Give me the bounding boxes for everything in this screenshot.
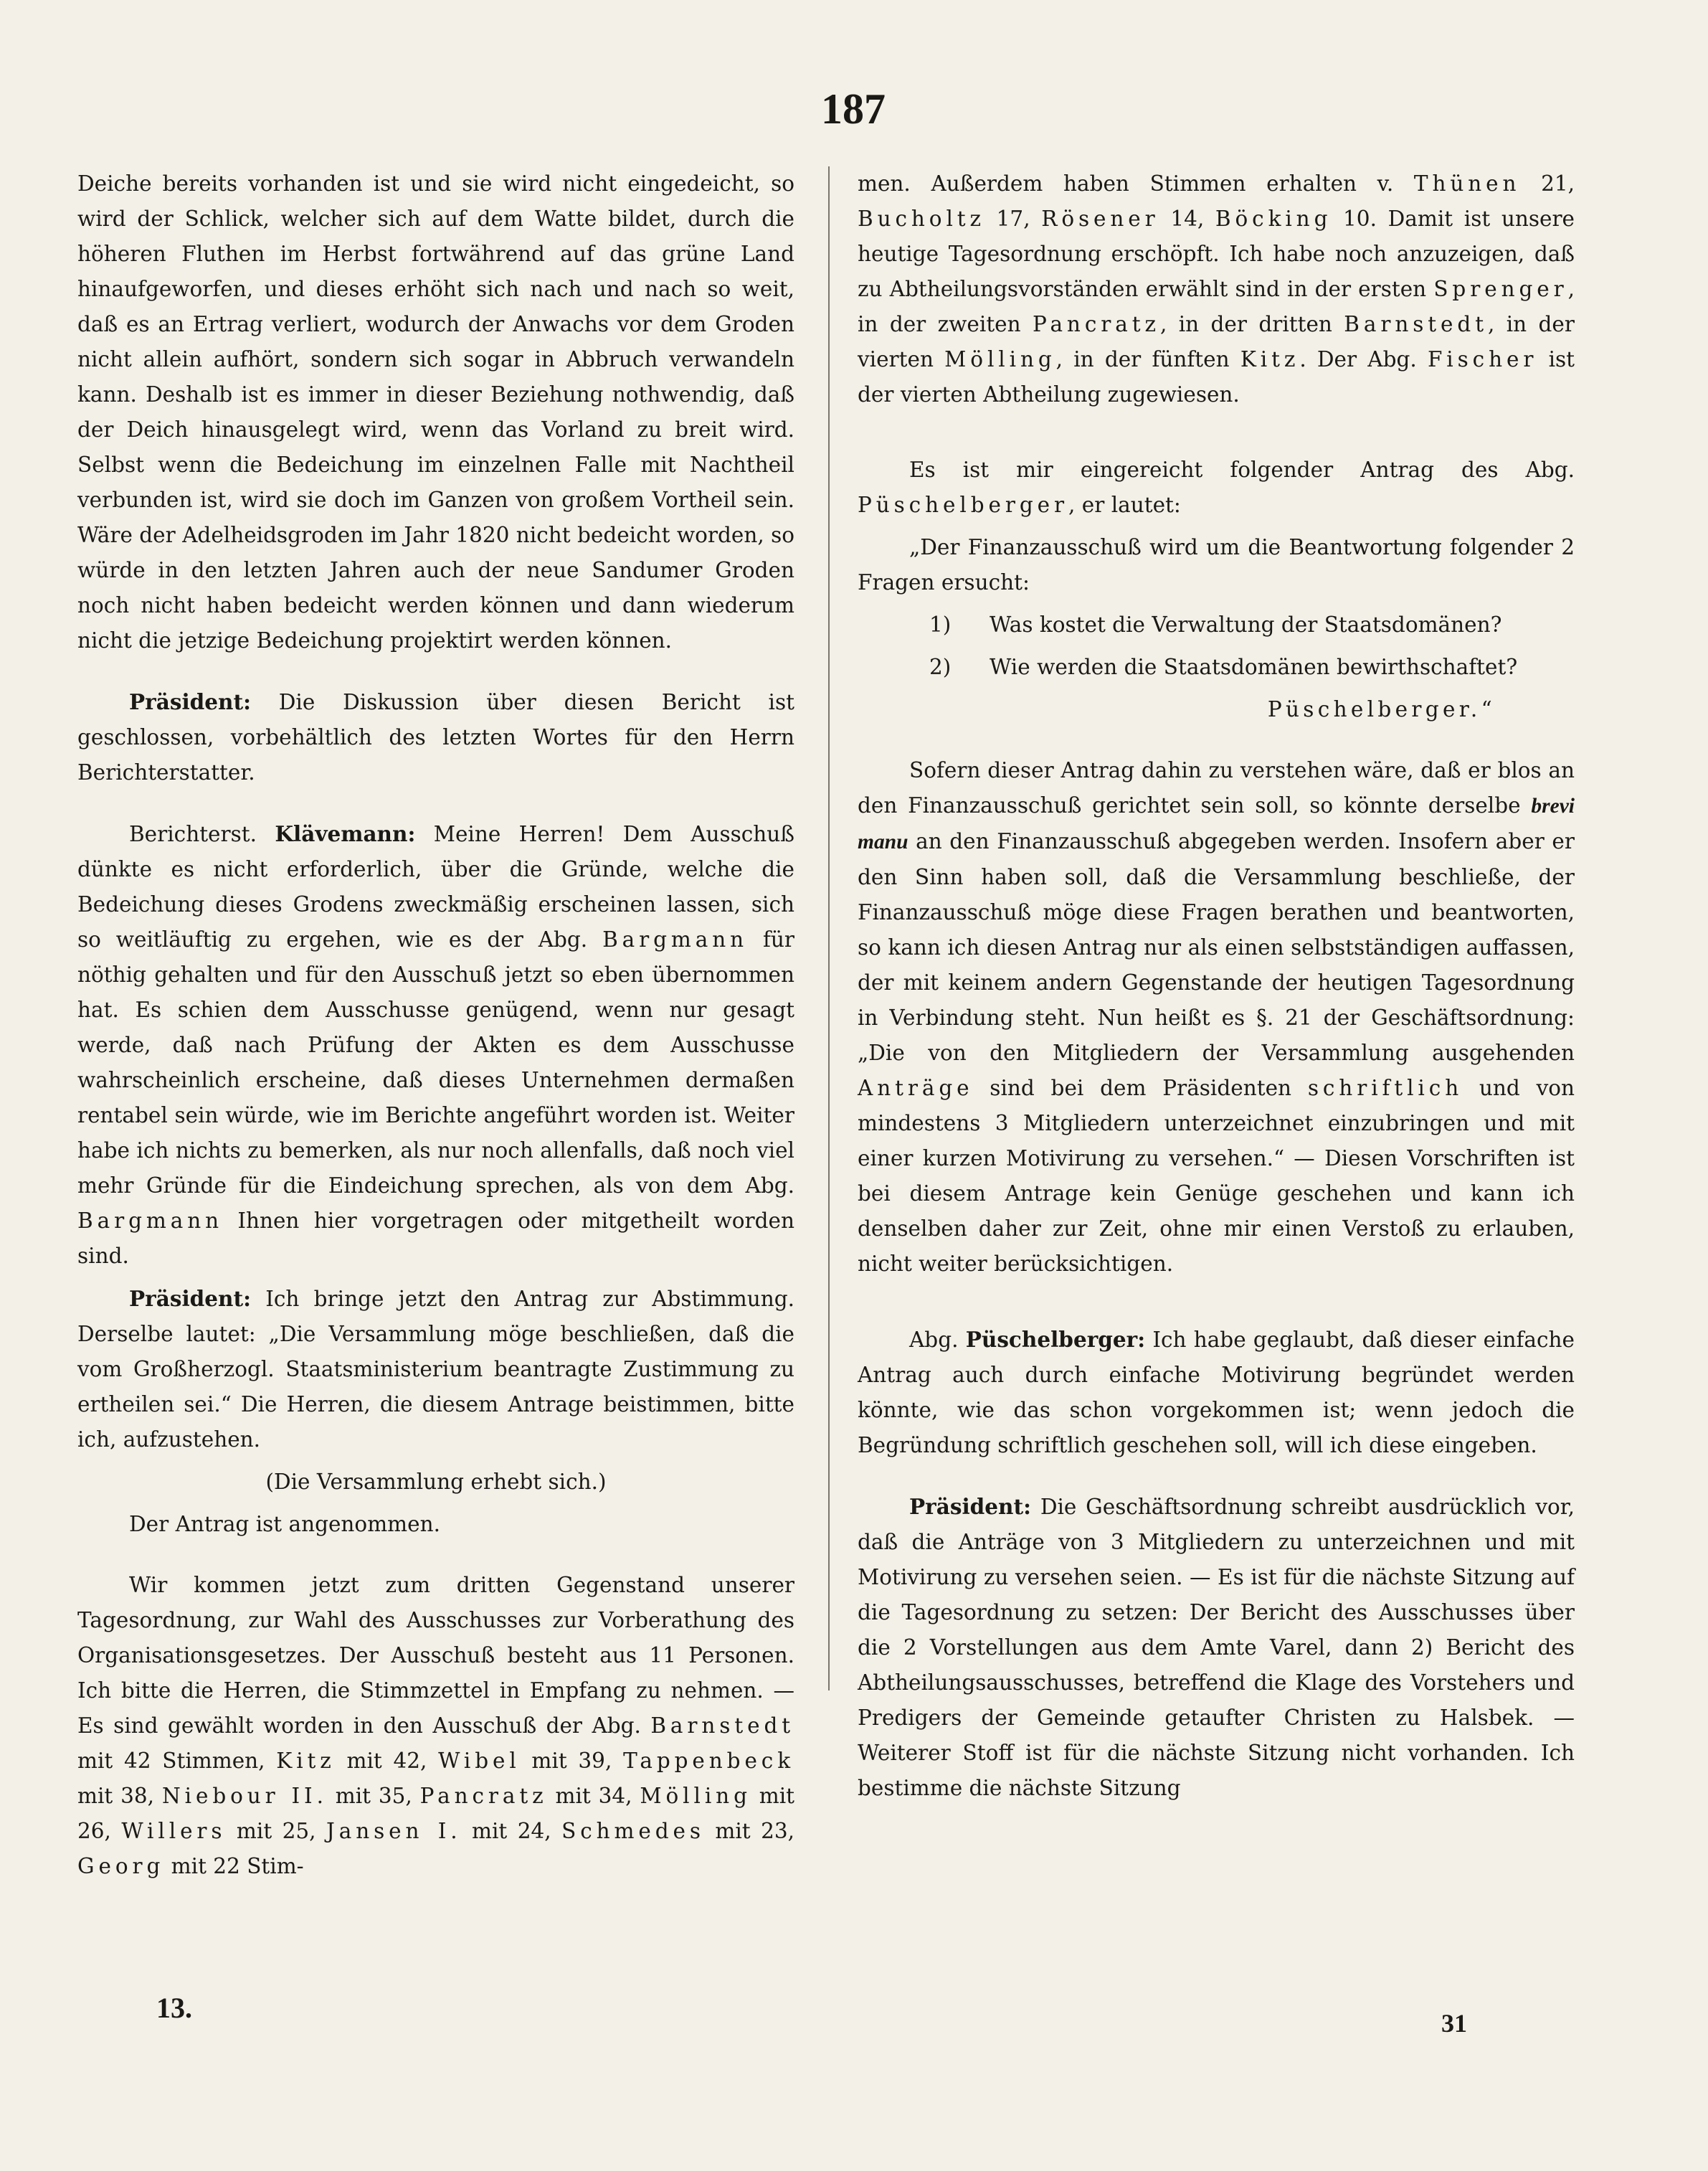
- page-number: 187: [821, 85, 886, 133]
- speech-text: Ich habe geglaubt, daß dieser einfache Antrag auch durch einfache Motivirung begründet werden könnte, wie das schon vorgekommen ist; wenn jedoch die Begründung schriftlich geschehen soll, will ich diese eingeben.: [858, 1328, 1575, 1457]
- name-niebour: Niebour II.: [161, 1784, 328, 1808]
- vote-count: mit 42,: [335, 1749, 439, 1773]
- vote-count: 21,: [1520, 171, 1575, 196]
- paragraph-wahl: [77, 1568, 794, 1884]
- name-roesener: Rösener: [1041, 207, 1159, 231]
- paragraph-wahl-fortsetzung: [858, 166, 1575, 412]
- name-pancratz: Pancratz: [419, 1784, 548, 1808]
- paragraph-praesident-3: [858, 1489, 1575, 1806]
- name-pancratz: Pancratz: [1033, 312, 1160, 336]
- vote-count: mit 25,: [226, 1819, 326, 1843]
- question-number: 1): [929, 612, 952, 637]
- speaker-klaevemann: Klävemann:: [275, 821, 416, 846]
- name-sprenger: Sprenger: [1433, 277, 1568, 301]
- paragraph-berichterstatter: [77, 816, 794, 1274]
- name-kitz: Kitz: [276, 1749, 336, 1773]
- vote-count: mit 42 Stimmen,: [77, 1749, 277, 1773]
- paragraph-deich: Deiche bereits vorhanden ist und sie wird nicht eingedeicht, so wird der Schlick, welcher sich auf dem Watte bildet, durch die höheren Fluthen im Herbst fortwährend auf das grüne Land hinaufgeworfen, und dieses erhöht sich nach und nach so weit, daß es an Ertrag verliert, wodurch der Anwachs vor dem Groden nicht allein aufhört, sondern sich sogar in Abbruch verwandeln kann. Deshalb ist es immer in dieser Beziehung nothwendig, daß der Deich hinausgelegt wird, wenn das Vorland zu breit wird. Selbst wenn die Bedeichung im einzelnen Falle mit Nachtheil verbunden ist, wird sie doch im Ganzen von großem Vortheil sein. Wäre der Adelheidsgroden im Jahr 1820 nicht bedeicht worden, so würde in den letzten Jahren auch der neue Sandumer Groden noch nicht haben bedeicht werden können und dann wiederum nicht die jetzige Bedeichung projektirt werden können.: [77, 171, 794, 653]
- emphasis-antraege: Anträge: [858, 1076, 974, 1100]
- name-fischer: Fischer: [1427, 347, 1538, 372]
- name-thuenen: Thünen: [1413, 171, 1521, 196]
- paragraph-pueschelberger: [858, 1322, 1575, 1463]
- speech-text: , er lautet:: [1068, 493, 1181, 517]
- emphasis-schriftlich: schriftlich: [1307, 1076, 1463, 1100]
- speech-text: Es ist mir eingereicht folgender Antrag des Abg.: [909, 458, 1575, 482]
- vote-count: mit 35,: [327, 1784, 420, 1808]
- motion-question-2: [858, 650, 1575, 685]
- vote-count: mit 34,: [547, 1784, 640, 1808]
- name-barnstedt: Barnstedt: [1344, 312, 1488, 336]
- speech-text: Sofern dieser Antrag dahin zu verstehen wäre, daß er blos an den Finanzausschuß gerichtet sein soll, so könnte derselbe: [858, 758, 1575, 818]
- name-georg: Georg: [77, 1854, 165, 1878]
- speech-text: Meine Herren! Dem Ausschuß dünkte es nicht erforderlich, über die Gründe, welche die Bedeichung dieses Grodens zweckmäßig erscheinen lassen, sich so weitläuftig zu ergehen, wie es der Abg.: [77, 822, 795, 952]
- speech-text: . Der Abg.: [1299, 347, 1428, 372]
- name-bucholtz: Bucholtz: [858, 207, 985, 231]
- speech-text: ist der vierten Abtheilung zugewiesen.: [858, 347, 1575, 407]
- paragraph-antrag-intro: [858, 453, 1575, 523]
- vote-count: mit 39,: [520, 1749, 624, 1773]
- sheet-signature-mark: 13.: [156, 1992, 192, 2024]
- name-tappenbeck: Tappenbeck: [623, 1749, 795, 1773]
- motion-question-1: [858, 607, 1575, 643]
- speaker-pueschelberger: Püschelberger:: [965, 1327, 1146, 1352]
- speech-text: , in der fünften: [1055, 347, 1240, 372]
- name-boecking: Böcking: [1215, 207, 1332, 231]
- speech-text: , in der dritten: [1159, 312, 1344, 336]
- speech-text: , in der vierten: [858, 312, 1575, 372]
- question-text: Was kostet die Verwaltung der Staatsdomänen?: [990, 612, 1502, 637]
- speaker-praesident: Präsident:: [129, 1286, 252, 1311]
- name-barnstedt: Barnstedt: [650, 1713, 794, 1738]
- speech-text: men. Außerdem haben Stimmen erhalten v.: [858, 171, 1414, 196]
- vote-count: mit 38,: [77, 1784, 162, 1808]
- paragraph-praesident-1: [77, 684, 794, 790]
- left-column: [77, 166, 794, 1884]
- paragraph-praesident-antwort: [858, 753, 1575, 1282]
- page-reference-number: 31: [1441, 2009, 1467, 2038]
- speech-text: Die Geschäftsordnung schreibt ausdrücklich vor, daß die Anträge von 3 Mitgliedern zu unterzeichnen und mit Motivirung zu versehen seien. — Es ist für die nächste Sitzung auf die Tagesordnung zu setzen: Der Bericht des Ausschusses über die 2 Vorstellungen aus dem Amte Varel, dann 2) Bericht des Abtheilungsausschusses, betreffend die Klage des Vorstehers und Predigers der Gemeinde getaufter Christen zu Halsbek. — Weiterer Stoff ist für die nächste Sitzung nicht vorhanden. Ich bestimme die nächste Sitzung: [858, 1495, 1575, 1800]
- speech-text: und von mindestens 3 Mitgliedern unterzeichnet einzubringen und mit einer kurzen Motivirung zu versehen.“ — Diesen Vorschriften ist bei diesem Antrage kein Genüge geschehen und kann ich denselben daher zur Zeit, ohne mir einen Verstoß zu erlauben, nicht weiter berücksichtigen.: [858, 1076, 1575, 1276]
- motion-signature: Püschelberger.“: [1267, 697, 1496, 722]
- question-text: Wie werden die Staatsdomänen bewirthschaftet?: [990, 655, 1518, 679]
- name-bargmann: Bargmann: [77, 1209, 224, 1233]
- speaker-prefix: Berichterst.: [129, 822, 275, 846]
- motion-result: Der Antrag ist angenommen.: [129, 1512, 440, 1536]
- paragraph-praesident-2: [77, 1281, 794, 1457]
- name-pueschelberger: Püschelberger: [858, 493, 1068, 517]
- speech-text: an den Finanzausschuß abgegeben werden. Insofern aber er den Sinn haben soll, daß die Versammlung beschließe, der Finanzausschuß möge diese Fragen berathen und beantworten, so kann ich diesen Antrag nur als einen selbstständigen auffassen, der mit keinem andern Gegenstande der heutigen Tagesordnung in Verbindung steht. Nun heißt es §. 21 der Geschäftsordnung: „Die von den Mitgliedern der Versammlung ausgehenden: [858, 829, 1575, 1065]
- speech-text: Die Diskussion über diesen Bericht ist geschlossen, vorbehältlich des letzten Wortes für den Herrn Berichterstatter.: [77, 690, 794, 785]
- name-wibel: Wibel: [438, 1749, 521, 1773]
- speech-text: , in der zweiten: [858, 277, 1575, 336]
- name-kitz: Kitz: [1240, 347, 1300, 372]
- speaker-praesident: Präsident:: [129, 689, 252, 714]
- name-moelling: Mölling: [640, 1784, 751, 1808]
- speech-text: Ihnen hier vorgetragen oder mitgetheilt worden sind.: [77, 1209, 794, 1268]
- vote-count: 17,: [985, 207, 1042, 231]
- speech-text: 10. Damit ist unsere heutige Tagesordnung erschöpft. Ich habe noch anzuzeigen, daß zu Abtheilungsvorständen erwählt sind in der ersten: [858, 207, 1575, 301]
- name-moelling: Mölling: [944, 347, 1056, 372]
- speaker-praesident: Präsident:: [909, 1494, 1032, 1519]
- vote-count: mit 26,: [77, 1784, 795, 1843]
- name-bargmann: Bargmann: [602, 927, 749, 952]
- speaker-prefix: Abg.: [909, 1328, 966, 1352]
- vote-count: mit 24,: [461, 1819, 562, 1843]
- name-willers: Willers: [121, 1819, 227, 1843]
- name-jansen: Jansen I.: [326, 1819, 462, 1843]
- speech-text: sind bei dem Präsidenten: [973, 1076, 1308, 1100]
- speech-text: Ich bringe jetzt den Antrag zur Abstimmung. Derselbe lautet: „Die Versammlung möge beschließen, daß die vom Großherzogl. Staatsministerium beantragte Zustimmung zu ertheilen sei.“ Die Herren, die diesem Antrage beistimmen, bitte ich, aufzustehen.: [77, 1287, 794, 1452]
- speech-text: Wir kommen jetzt zum dritten Gegenstand unserer Tagesordnung, zur Wahl des Ausschusses zur Vorberathung des Organisationsgesetzes. Der Ausschuß besteht aus 11 Personen. Ich bitte die Herren, die Stimmzettel in Empfang zu nehmen. — Es sind gewählt worden in den Ausschuß der Abg.: [77, 1573, 794, 1738]
- question-number: 2): [929, 655, 952, 679]
- latin-phrase: brevi manu: [858, 795, 1575, 853]
- vote-count: 14,: [1159, 207, 1215, 231]
- motion-quote-intro: „Der Finanzausschuß wird um die Beantwortung folgender 2 Fragen ersucht:: [858, 535, 1575, 595]
- stage-direction: (Die Versammlung erhebt sich.): [265, 1470, 607, 1494]
- name-schmedes: Schmedes: [561, 1819, 705, 1843]
- right-column: [858, 166, 1575, 1806]
- column-divider: [828, 166, 830, 1690]
- vote-count: mit 22 Stim-: [164, 1854, 304, 1878]
- vote-count: mit 23,: [704, 1819, 795, 1843]
- speech-text: für nöthig gehalten und für den Ausschuß jetzt so eben übernommen hat. Es schien dem Ausschusse genügend, wenn nur gesagt werde, daß nach Prüfung der Akten es dem Ausschusse wahrscheinlich erscheine, daß dieses Unternehmen dermaßen rentabel sein würde, wie im Berichte angeführt worden ist. Weiter habe ich nichts zu bemerken, als nur noch allenfalls, daß noch viel mehr Gründe für die Eindeichung sprechen, als von dem Abg.: [77, 927, 794, 1198]
